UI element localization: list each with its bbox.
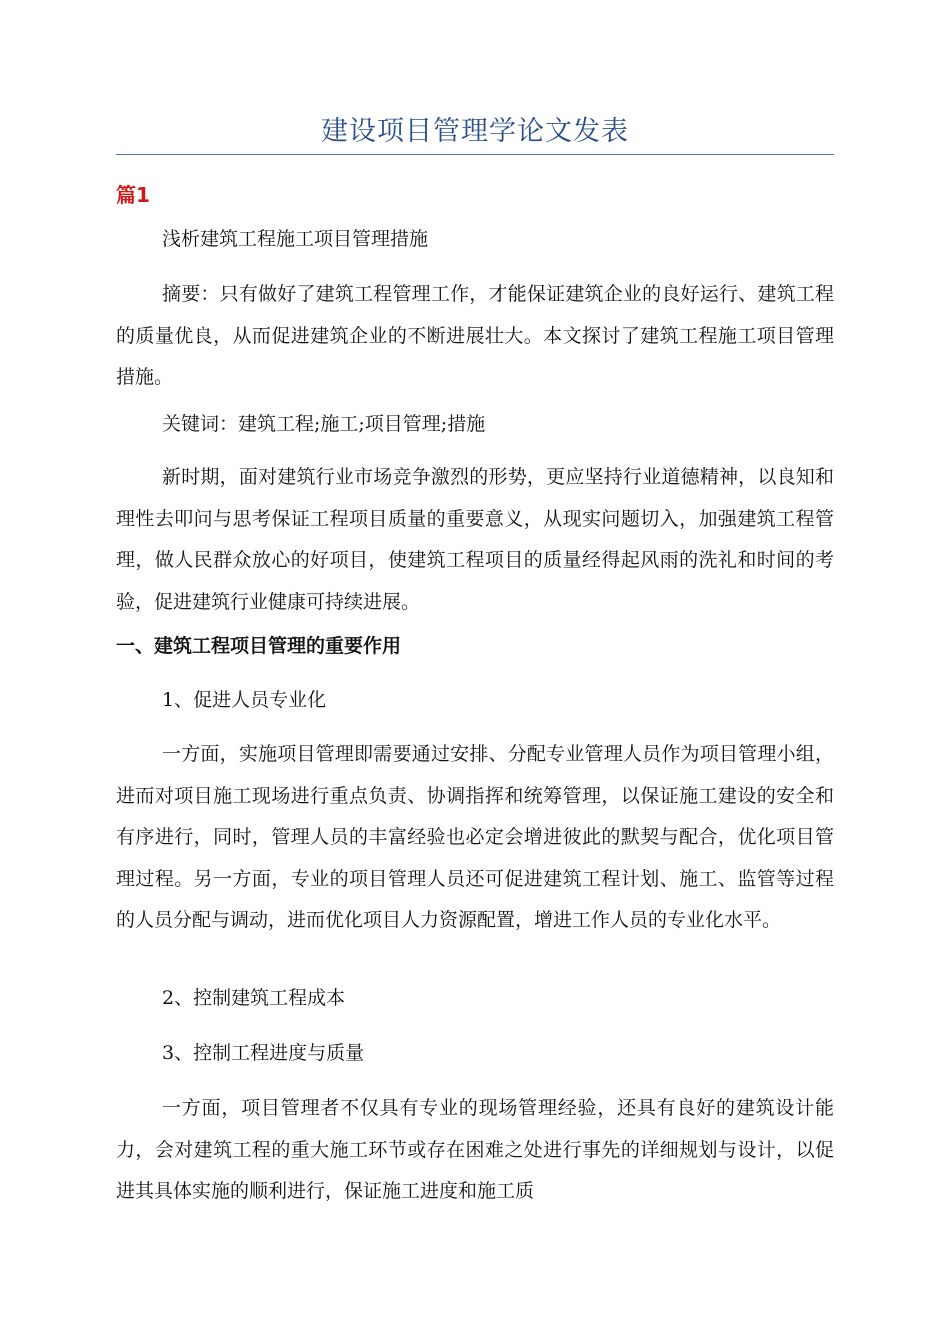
article-title: 浅析建筑工程施工项目管理措施 xyxy=(162,228,429,250)
section-heading: 一、建筑工程项目管理的重要作用 xyxy=(116,635,402,657)
abstract-paragraph: 摘要：只有做好了建筑工程管理工作，才能保证建筑企业的良好运行、建筑工程的质量优良，从而促进建筑企业的不断进展壮大。本文探讨了建筑工程施工项目管理措施。 xyxy=(116,283,834,388)
subheading-3: 3、控制工程进度与质量 xyxy=(162,1042,365,1064)
title-divider xyxy=(116,154,834,155)
subheading-1: 1、促进人员专业化 xyxy=(162,689,327,711)
body-paragraph-3: 一方面，项目管理者不仅具有专业的现场管理经验，还具有良好的建筑设计能力，会对建筑工程的重大施工环节或存在困难之处进行事先的详细规划与设计，以促进其具体实施的顺利进行，保证施工进度和施工质 xyxy=(116,1097,834,1202)
body-paragraph-1: 一方面，实施项目管理即需要通过安排、分配专业管理人员作为项目管理小组，进而对项目施工现场进行重点负责、协调指挥和统筹管理，以保证施工建设的安全和有序进行，同时，管理人员的丰富经验也必定会增进彼此的默契与配合，优化项目管理过程。另一方面，专业的项目管理人员还可促进建筑工程计划、施工、监管等过程的人员分配与调动，进而优化项目人力资源配置，增进工作人员的专业化水平。 xyxy=(116,743,834,931)
section-label: 篇1 xyxy=(116,183,150,207)
document-title: 建设项目管理学论文发表 xyxy=(321,116,629,147)
subheading-2: 2、控制建筑工程成本 xyxy=(162,987,346,1009)
intro-paragraph: 新时期，面对建筑行业市场竞争激烈的形势，更应坚持行业道德精神，以良知和理性去叩问与思考保证工程项目质量的重要意义，从现实问题切入，加强建筑工程管理，做人民群众放心的好项目，使建筑工程项目的质量经得起风雨的洗礼和时间的考验，促进建筑行业健康可持续进展。 xyxy=(116,466,834,613)
keywords-paragraph: 关键词：建筑工程;施工;项目管理;措施 xyxy=(162,413,486,435)
